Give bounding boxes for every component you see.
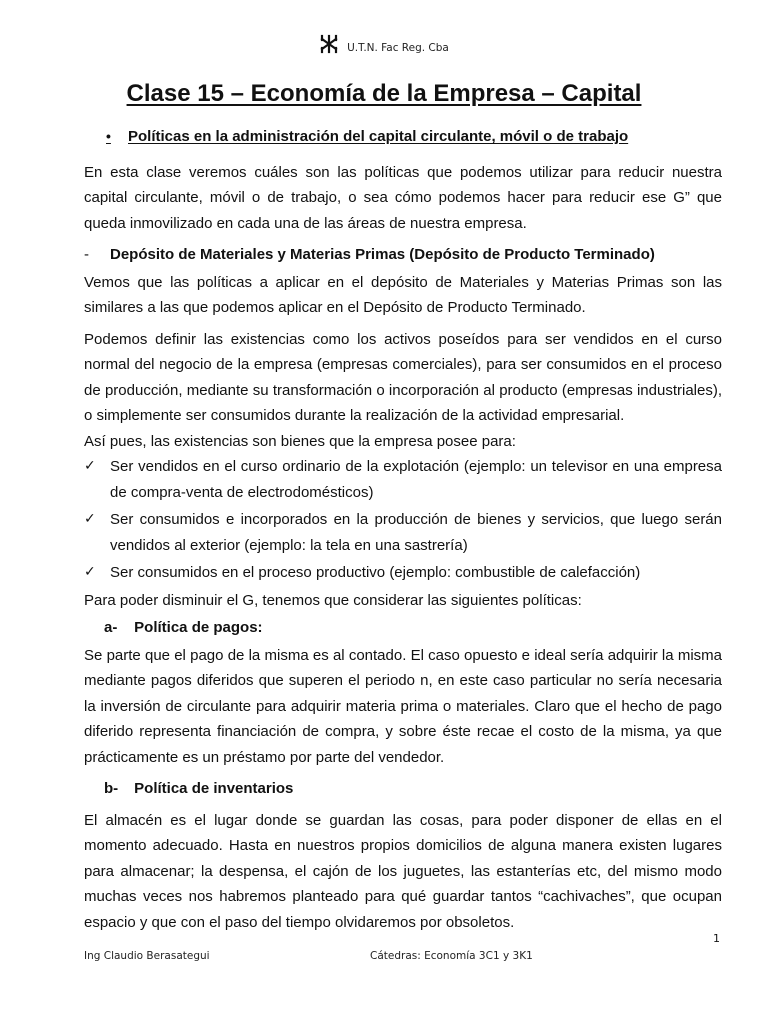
utn-logo-icon	[319, 34, 339, 54]
check-list-text: Ser consumidos e incorporados en la producción de bienes y servicios, que luego serán vendidos al exterior (ejemplo: la tela en una sastrería)	[110, 511, 722, 554]
footer-courses: Cátedras: Economía 3C1 y 3K1	[370, 950, 533, 962]
checkmark-icon: ✓	[84, 511, 96, 527]
policy-b-paragraph: El almacén es el lugar donde se guardan las cosas, para poder disponer de ellas en el momento adecuado. Hasta en nuestros propios domicilios de alguna manera existen lugares para almacenar; la despensa, el cajón de los juguetes, las estanterías etc, del mismo modo muchas veces nos habremos planteado para qué guardar tantos “cachivaches”, que ocupan espacio y que con el paso del tiempo olvidaremos por obsoletos.	[84, 811, 722, 931]
section-paragraph-1: Vemos que las políticas a aplicar en el depósito de Materiales y Materias Primas son las similares a las que podemos aplicar en el Depósito de Producto Terminado.	[84, 273, 722, 316]
section-paragraph-3: Así pues, las existencias son bienes que la empresa posee para:	[84, 432, 516, 450]
bullet-heading	[106, 124, 722, 150]
check-list-item	[84, 560, 722, 586]
policy-a-title: Política de pagos:	[134, 619, 263, 636]
check-list-text: Ser consumidos en el proceso productivo (ejemplo: combustible de calefacción)	[110, 564, 641, 581]
policy-a-label: a-	[104, 619, 118, 636]
policy-a-heading	[104, 615, 722, 641]
policy-b-label: b-	[104, 780, 119, 797]
policy-b-title: Política de inventarios	[134, 780, 294, 797]
section-heading	[84, 242, 722, 268]
bullet-heading-text: Políticas en la administración del capital circulante, móvil o de trabajo	[128, 128, 629, 145]
check-list-item	[84, 454, 722, 505]
bullet-icon: •	[106, 128, 111, 144]
page-number: 1	[713, 932, 720, 945]
check-list-text: Ser vendidos en el curso ordinario de la explotación (ejemplo: un televisor en una empresa de compra-venta de electrodomésticos)	[110, 458, 722, 501]
document-body	[84, 124, 722, 941]
institution-name: U.T.N. Fac Reg. Cba	[347, 42, 449, 54]
section-paragraph-4: Para poder disminuir el G, tenemos que considerar las siguientes políticas:	[84, 591, 582, 609]
page-title: Clase 15 – Economía de la Empresa – Capital	[126, 80, 642, 107]
checkmark-icon: ✓	[84, 564, 96, 580]
policy-a-paragraph: Se parte que el pago de la misma es al contado. El caso opuesto e ideal sería adquirir la misma mediante pagos diferidos que superen el periodo n, en este caso particular no sería necesaria la inversión de circulante para adquirir materia prima o materiales. Claro que el hecho de pago diferido representa financiación de compra, y sobre éste recae el costo de la misma, ya que prácticamente es un préstamo por parte del vendedor.	[84, 646, 722, 766]
check-list-item	[84, 507, 722, 558]
footer-author: Ing Claudio Berasategui	[84, 950, 210, 962]
intro-paragraph: En esta clase veremos cuáles son las políticas que podemos utilizar para reducir nuestra capital circulante, móvil o de trabajo, o sea cómo podemos hacer para reducir ese G” que queda inmovilizado en cada una de las áreas de nuestra empresa.	[84, 163, 722, 232]
section-paragraph-2: Podemos definir las existencias como los activos poseídos para ser vendidos en el curso normal del negocio de la empresa (empresas comerciales), para ser consumidos en el proceso de producción, mediante su transformación o incorporación al producto (empresas industriales), o simplemente ser consumidos durante la realización de la actividad empresarial.	[84, 330, 722, 424]
page-header	[0, 42, 768, 54]
checkmark-icon: ✓	[84, 458, 96, 474]
policy-b-heading	[104, 776, 722, 802]
section-dash: -	[84, 246, 89, 263]
section-heading-text: Depósito de Materiales y Materias Primas (Depósito de Producto Terminado)	[110, 246, 655, 263]
